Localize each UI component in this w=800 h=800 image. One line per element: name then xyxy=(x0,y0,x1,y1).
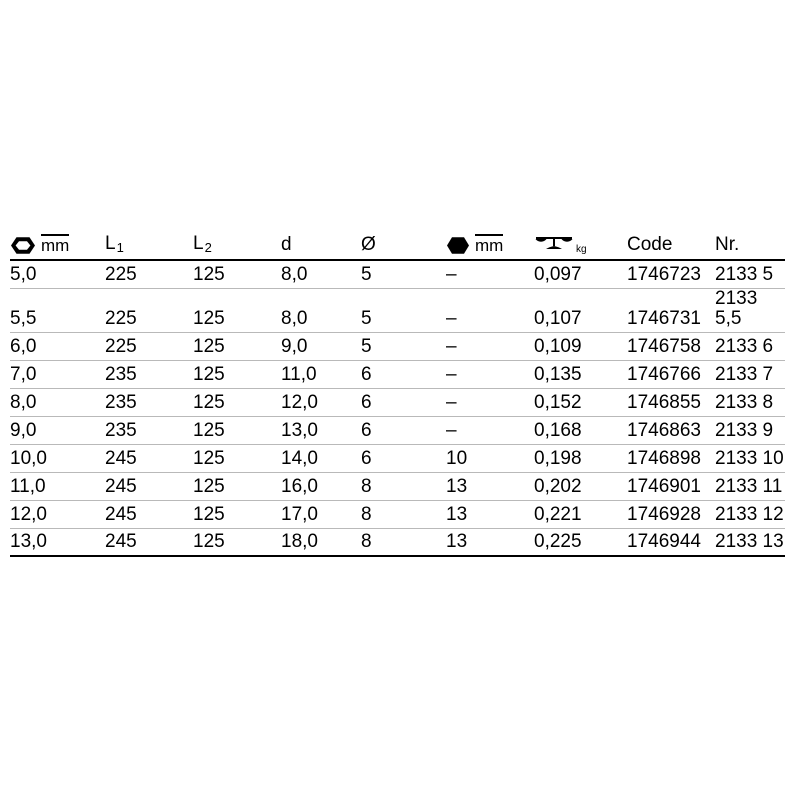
cell-l2: 125 xyxy=(193,263,225,285)
cell-d: 18,0 xyxy=(281,531,318,552)
cell-l1: 235 xyxy=(105,419,137,441)
cell-code: 1746901 xyxy=(627,475,701,497)
cell-d: 8,0 xyxy=(281,307,308,329)
cell-diameter: 8 xyxy=(361,475,372,497)
cell-d: 16,0 xyxy=(281,475,318,497)
cell-size: 10,0 xyxy=(10,447,47,469)
cell-diameter: 6 xyxy=(361,447,372,469)
cell-weight: 0,135 xyxy=(534,363,582,385)
cell-nr: 2133 6 xyxy=(715,335,774,357)
column-header-weight-unit: kg xyxy=(576,244,587,255)
cell-diameter: 5 xyxy=(361,263,372,285)
cell-l2: 125 xyxy=(193,503,225,525)
cell-l1: 245 xyxy=(105,475,137,497)
column-header-nr: Nr. xyxy=(715,228,785,260)
cell-l2: 125 xyxy=(193,419,225,441)
cell-size: 11,0 xyxy=(10,475,46,497)
cell-d: 8,0 xyxy=(281,263,308,285)
hex-solid-icon xyxy=(446,236,470,255)
product-spec-sheet xyxy=(10,228,790,557)
table-row xyxy=(10,444,785,472)
column-header-hex-drive-mm xyxy=(446,228,534,260)
cell-l1: 245 xyxy=(105,531,137,552)
cell-nr: 2133 5 xyxy=(715,263,774,285)
table-row xyxy=(10,528,785,556)
cell-l2: 125 xyxy=(193,363,225,385)
cell-size: 13,0 xyxy=(10,531,47,552)
cell-l2: 125 xyxy=(193,531,225,552)
cell-hex: 13 xyxy=(446,503,468,525)
cell-diameter: 6 xyxy=(361,419,372,441)
table-row xyxy=(10,388,785,416)
table-row xyxy=(10,332,785,360)
cell-d: 11,0 xyxy=(281,363,317,385)
column-header-l2: L2 xyxy=(193,228,281,260)
table-body xyxy=(10,260,785,556)
cell-hex: 13 xyxy=(446,531,468,552)
column-header-d: d xyxy=(281,228,361,260)
cell-l1: 235 xyxy=(105,363,137,385)
cell-diameter: 8 xyxy=(361,503,372,525)
column-header-hex-socket-unit: mm xyxy=(41,236,70,255)
cell-hex: – xyxy=(446,419,457,441)
cell-l2: 125 xyxy=(193,335,225,357)
cell-code: 1746758 xyxy=(627,335,701,357)
cell-l2: 125 xyxy=(193,447,225,469)
cell-size: 7,0 xyxy=(10,363,37,385)
table-header-row xyxy=(10,228,785,260)
cell-code: 1746731 xyxy=(627,307,701,329)
cell-d: 14,0 xyxy=(281,447,318,469)
specification-table xyxy=(10,228,785,557)
table-row xyxy=(10,500,785,528)
cell-code: 1746898 xyxy=(627,447,701,469)
cell-diameter: 6 xyxy=(361,363,372,385)
cell-weight: 0,221 xyxy=(534,503,582,525)
cell-hex: – xyxy=(446,263,457,285)
table-header xyxy=(10,228,785,260)
subscript-1: 1 xyxy=(116,240,124,255)
cell-weight: 0,109 xyxy=(534,335,582,357)
column-header-hex-drive-unit: mm xyxy=(475,236,504,255)
cell-l2: 125 xyxy=(193,391,225,413)
cell-l1: 235 xyxy=(105,391,137,413)
cell-code: 1746766 xyxy=(627,363,701,385)
cell-d: 12,0 xyxy=(281,391,318,413)
table-row xyxy=(10,416,785,444)
cell-code: 1746944 xyxy=(627,531,701,552)
cell-l2: 125 xyxy=(193,475,225,497)
cell-code: 1746863 xyxy=(627,419,701,441)
cell-l1: 245 xyxy=(105,503,137,525)
cell-diameter: 5 xyxy=(361,335,372,357)
cell-weight: 0,097 xyxy=(534,263,582,285)
cell-diameter: 6 xyxy=(361,391,372,413)
column-header-diameter: Ø xyxy=(361,228,446,260)
cell-hex: 10 xyxy=(446,447,468,469)
cell-size: 12,0 xyxy=(10,503,47,525)
cell-diameter: 5 xyxy=(361,307,372,329)
table-row xyxy=(10,472,785,500)
column-header-l1: L1 xyxy=(105,228,193,260)
cell-weight: 0,202 xyxy=(534,475,582,497)
cell-diameter: 8 xyxy=(361,531,372,552)
cell-hex: – xyxy=(446,391,457,413)
scale-icon xyxy=(534,235,574,255)
cell-nr: 2133 9 xyxy=(715,419,774,441)
cell-weight: 0,168 xyxy=(534,419,582,441)
cell-d: 13,0 xyxy=(281,419,318,441)
column-header-weight xyxy=(534,228,627,260)
cell-size: 6,0 xyxy=(10,335,37,357)
cell-nr: 2133 7 xyxy=(715,363,774,385)
cell-l1: 245 xyxy=(105,447,137,469)
table-row xyxy=(10,360,785,388)
hex-socket-outline-icon xyxy=(10,236,36,255)
cell-nr: 2133 10 xyxy=(715,447,784,469)
cell-nr: 2133 13 xyxy=(715,531,784,552)
cell-l1: 225 xyxy=(105,263,137,285)
cell-weight: 0,152 xyxy=(534,391,582,413)
cell-hex: – xyxy=(446,307,457,329)
table-row xyxy=(10,288,785,332)
cell-code: 1746723 xyxy=(627,263,701,285)
cell-hex: – xyxy=(446,335,457,357)
cell-size: 8,0 xyxy=(10,391,37,413)
cell-nr: 2133 5,5 xyxy=(715,287,758,329)
cell-nr: 2133 11 xyxy=(715,475,783,497)
cell-code: 1746855 xyxy=(627,391,701,413)
cell-size: 5,0 xyxy=(10,263,37,285)
cell-size: 9,0 xyxy=(10,419,37,441)
cell-weight: 0,225 xyxy=(534,531,582,552)
cell-weight: 0,198 xyxy=(534,447,582,469)
table-row xyxy=(10,260,785,288)
cell-nr: 2133 8 xyxy=(715,391,774,413)
cell-l1: 225 xyxy=(105,307,137,329)
subscript-2: 2 xyxy=(204,240,212,255)
cell-code: 1746928 xyxy=(627,503,701,525)
column-header-hex-socket-mm xyxy=(10,228,105,260)
cell-nr: 2133 12 xyxy=(715,503,784,525)
cell-hex: – xyxy=(446,363,457,385)
cell-weight: 0,107 xyxy=(534,307,582,329)
cell-l2: 125 xyxy=(193,307,225,329)
cell-hex: 13 xyxy=(446,475,468,497)
cell-d: 17,0 xyxy=(281,503,318,525)
cell-d: 9,0 xyxy=(281,335,308,357)
cell-size: 5,5 xyxy=(10,307,37,329)
column-header-code: Code xyxy=(627,228,715,260)
cell-l1: 225 xyxy=(105,335,137,357)
